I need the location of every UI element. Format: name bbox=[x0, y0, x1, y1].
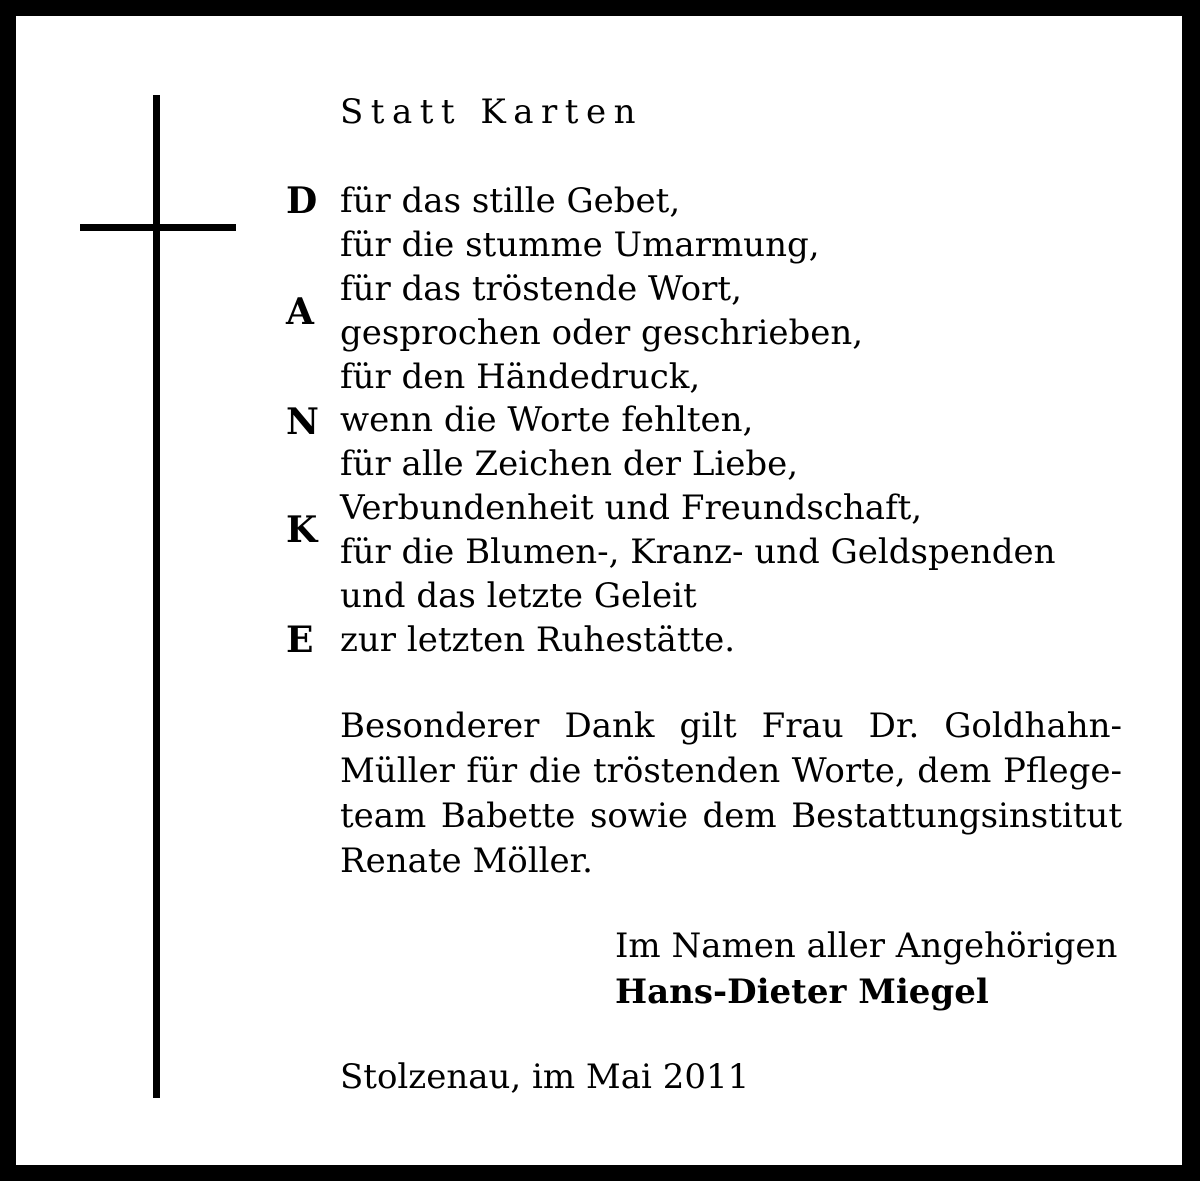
thanks-line: Renate Möller. bbox=[340, 841, 593, 881]
thank-you-poem bbox=[340, 180, 1056, 663]
acrostic-letter-k: K bbox=[286, 509, 318, 551]
place-and-date: Stolzenau, im Mai 2011 bbox=[340, 1057, 750, 1097]
acrostic-letter-n: N bbox=[286, 401, 319, 443]
poem-line: zur letzten Ruhestätte. bbox=[340, 619, 736, 660]
thanks-line: Müller für die tröstenden Worte, dem Pflege- bbox=[340, 751, 1122, 791]
heading-statt-karten: Statt Karten bbox=[340, 92, 643, 132]
poem-line: für das tröstende Wort, bbox=[340, 268, 742, 309]
poem-line: für das stille Gebet, bbox=[340, 181, 681, 221]
cross-vertical-beam bbox=[153, 95, 160, 1098]
poem-line: wenn die Worte fehlten, bbox=[340, 400, 754, 441]
special-thanks-paragraph bbox=[340, 704, 1122, 884]
acrostic-letter-e: E bbox=[286, 619, 314, 661]
poem-line: und das letzte Geleit bbox=[340, 576, 697, 617]
thanks-line: Besonderer Dank gilt Frau Dr. Goldhahn- bbox=[340, 706, 1122, 746]
closing-block bbox=[615, 923, 1117, 1015]
poem-line: für die Blumen-, Kranz- und Geldspenden bbox=[340, 532, 1056, 573]
acrostic-letter-a: A bbox=[286, 291, 314, 333]
thanks-line: team Babette sowie dem Bestattungsinstitut bbox=[340, 796, 1122, 836]
signature-name: Hans-Dieter Miegel bbox=[615, 972, 989, 1012]
cross-horizontal-beam bbox=[80, 224, 236, 231]
poem-line: Verbundenheit und Freundschaft, bbox=[340, 488, 923, 529]
acrostic-letter-d: D bbox=[286, 180, 318, 222]
poem-line: für alle Zeichen der Liebe, bbox=[340, 444, 799, 485]
on-behalf-text: Im Namen aller Angehörigen bbox=[615, 926, 1118, 966]
poem-line: für den Händedruck, bbox=[340, 356, 701, 397]
poem-line: gesprochen oder geschrieben, bbox=[340, 312, 864, 353]
poem-line: für die stumme Umarmung, bbox=[340, 224, 820, 265]
